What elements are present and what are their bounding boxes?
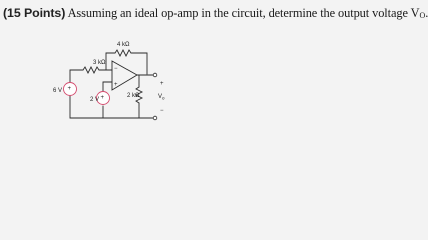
circuit-diagram: [0, 0, 350, 134]
out-plus-label: +: [160, 81, 164, 87]
question-points: (15 Points): [3, 6, 66, 20]
label-r-input: 3 kΩ: [93, 60, 106, 66]
source-left-polarity: +: [67, 86, 72, 92]
label-vout: [158, 94, 165, 101]
question-end: .: [425, 6, 428, 20]
opamp-minus-label: −: [114, 66, 118, 72]
label-source-left: 6 V: [53, 88, 63, 94]
question-body: Assuming an ideal op-amp in the circuit, determine the output voltage V: [67, 6, 420, 20]
label-vout-sub: o: [162, 95, 165, 101]
opamp-plus-label: +: [114, 82, 118, 88]
wire-plus-input: [103, 82, 112, 91]
wire-left-source: [70, 70, 83, 82]
question-subscript: O: [419, 11, 426, 20]
wire-ground: [70, 96, 155, 118]
output-terminal-bottom: [153, 116, 157, 120]
resistor-4k: [115, 50, 131, 56]
label-source-mid: 2 V: [90, 97, 100, 103]
wire-feedback-right: [131, 53, 147, 74]
source-mid-polarity: +: [100, 95, 105, 101]
label-r-load: 2 kΩ: [127, 93, 140, 99]
output-terminal-top: [153, 73, 157, 77]
label-r-feedback: 4 kΩ: [117, 42, 130, 48]
out-minus-label: −: [160, 108, 164, 114]
resistor-3k: [83, 67, 99, 73]
label-vout-main: V: [158, 94, 163, 100]
